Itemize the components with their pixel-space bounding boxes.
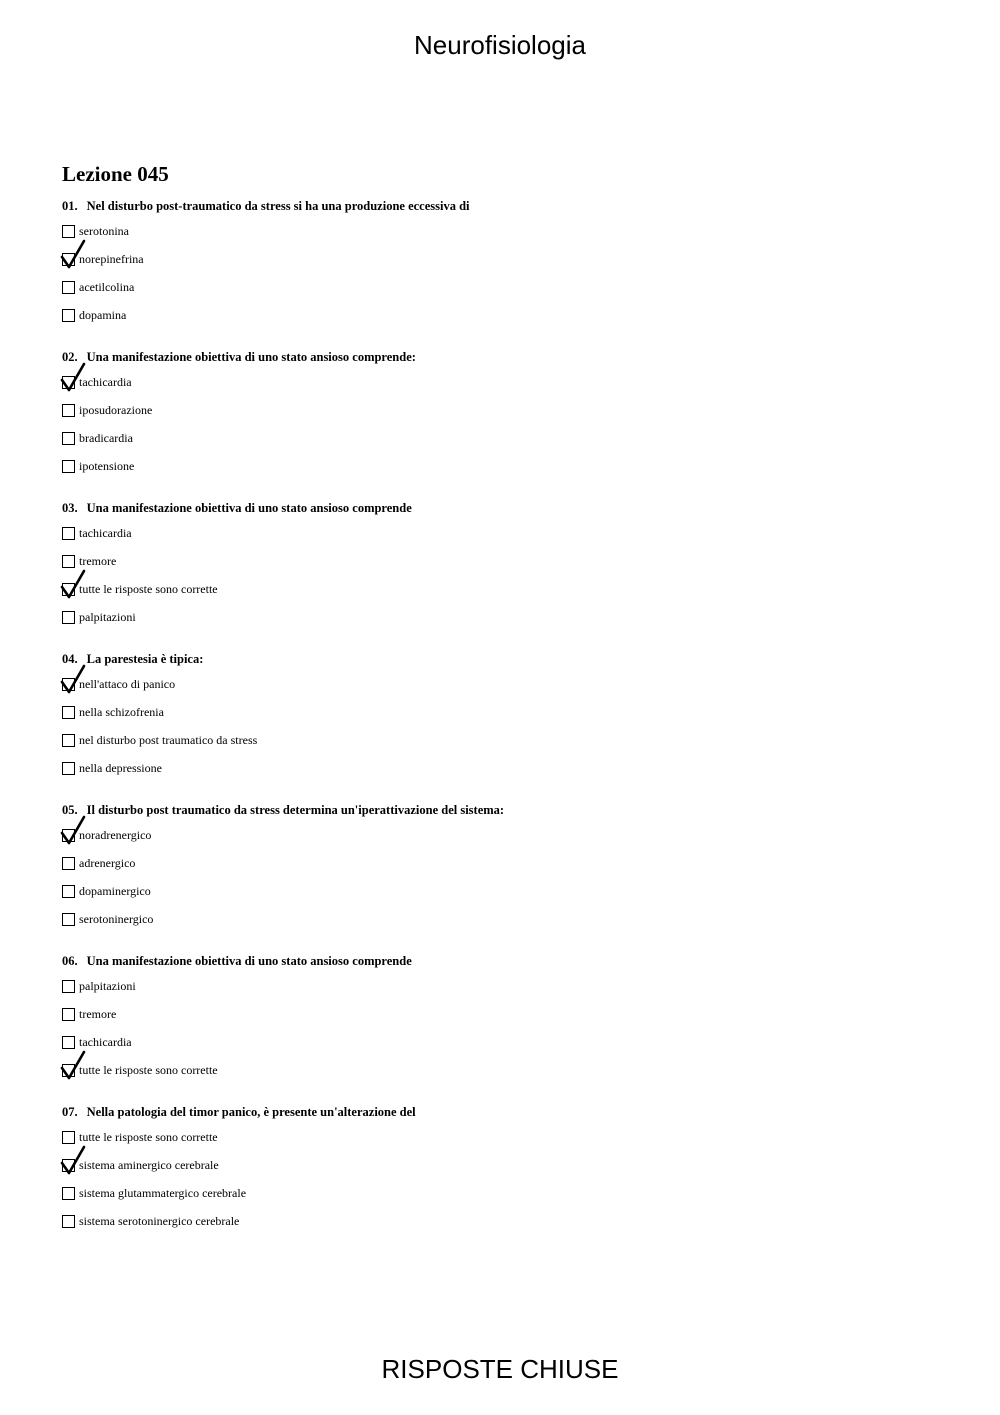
option-list xyxy=(62,972,962,1084)
answer-option[interactable] xyxy=(62,821,962,849)
question-block-2 xyxy=(62,346,962,497)
question-body: La parestesia è tipica: xyxy=(86,652,204,666)
question-text xyxy=(62,346,962,368)
answer-option[interactable] xyxy=(62,301,962,329)
answer-label: tutte le risposte sono corrette xyxy=(79,1063,218,1077)
answer-option[interactable] xyxy=(62,396,962,424)
question-block-7 xyxy=(62,1101,962,1252)
checkmark-icon xyxy=(60,240,86,270)
answer-label: tutte le risposte sono corrette xyxy=(79,582,218,596)
answer-checkbox[interactable] xyxy=(62,1064,75,1077)
answer-checkbox[interactable] xyxy=(62,253,75,266)
answer-checkbox[interactable] xyxy=(62,555,75,568)
answer-checkbox[interactable] xyxy=(62,857,75,870)
answer-option[interactable] xyxy=(62,519,962,547)
answer-option[interactable] xyxy=(62,670,962,698)
answer-checkbox[interactable] xyxy=(62,1187,75,1200)
option-list xyxy=(62,519,962,631)
answer-label: dopaminergico xyxy=(79,884,151,898)
page-footer-title: RISPOSTE CHIUSE xyxy=(381,1354,619,1384)
answer-option[interactable] xyxy=(62,452,962,480)
answer-checkbox[interactable] xyxy=(62,583,75,596)
question-text xyxy=(62,950,962,972)
checkmark-icon xyxy=(60,1051,86,1081)
question-body: Una manifestazione obiettiva di uno stato ansioso comprende xyxy=(86,954,412,968)
answer-label: serotonina xyxy=(79,224,129,238)
question-text xyxy=(62,195,962,217)
answer-option[interactable] xyxy=(62,368,962,396)
answer-checkbox[interactable] xyxy=(62,460,75,473)
answer-checkbox[interactable] xyxy=(62,281,75,294)
question-number: 06. xyxy=(62,954,78,968)
answer-option[interactable] xyxy=(62,1123,962,1151)
answer-option[interactable] xyxy=(62,754,962,782)
answer-option[interactable] xyxy=(62,905,962,933)
answer-option[interactable] xyxy=(62,217,962,245)
answer-label: acetilcolina xyxy=(79,280,135,294)
answer-option[interactable] xyxy=(62,1207,962,1235)
answer-checkbox[interactable] xyxy=(62,706,75,719)
answer-checkbox[interactable] xyxy=(62,1008,75,1021)
answer-label: adrenergico xyxy=(79,856,136,870)
answer-option[interactable] xyxy=(62,849,962,877)
answer-checkbox[interactable] xyxy=(62,885,75,898)
answer-label: noradrenergico xyxy=(79,828,152,842)
answer-label: tutte le risposte sono corrette xyxy=(79,1130,218,1144)
checkmark-icon xyxy=(60,1146,86,1176)
answer-checkbox[interactable] xyxy=(62,527,75,540)
option-list xyxy=(62,217,962,329)
question-text xyxy=(62,648,962,670)
answer-option[interactable] xyxy=(62,726,962,754)
answer-label: sistema aminergico cerebrale xyxy=(79,1158,219,1172)
answer-label: tremore xyxy=(79,1007,117,1021)
answer-option[interactable] xyxy=(62,603,962,631)
checkmark-icon xyxy=(60,363,86,393)
answer-label: sistema glutammatergico cerebrale xyxy=(79,1186,247,1200)
page-header-title: Neurofisiologia xyxy=(414,30,586,60)
question-number: 01. xyxy=(62,199,78,213)
option-list xyxy=(62,670,962,782)
option-list xyxy=(62,821,962,933)
answer-checkbox[interactable] xyxy=(62,1131,75,1144)
question-block-4 xyxy=(62,648,962,799)
answer-checkbox[interactable] xyxy=(62,1036,75,1049)
question-list xyxy=(62,195,962,1252)
answer-option[interactable] xyxy=(62,1179,962,1207)
answer-checkbox[interactable] xyxy=(62,913,75,926)
answer-option[interactable] xyxy=(62,972,962,1000)
answer-option[interactable] xyxy=(62,1151,962,1179)
answer-checkbox[interactable] xyxy=(62,678,75,691)
answer-option[interactable] xyxy=(62,547,962,575)
answer-checkbox[interactable] xyxy=(62,432,75,445)
answer-label: iposudorazione xyxy=(79,403,153,417)
answer-label: nel disturbo post traumatico da stress xyxy=(79,733,258,747)
checkmark-icon xyxy=(60,570,86,600)
answer-option[interactable] xyxy=(62,1028,962,1056)
question-body: Una manifestazione obiettiva di uno stato ansioso comprende: xyxy=(86,350,416,364)
lesson-title: Lezione 045 xyxy=(62,162,169,186)
answer-label: tachicardia xyxy=(79,375,132,389)
answer-label: nella depressione xyxy=(79,761,162,775)
answer-option[interactable] xyxy=(62,575,962,603)
question-number: 03. xyxy=(62,501,78,515)
answer-label: dopamina xyxy=(79,308,127,322)
answer-checkbox[interactable] xyxy=(62,829,75,842)
answer-label: palpitazioni xyxy=(79,979,136,993)
answer-checkbox[interactable] xyxy=(62,1215,75,1228)
answer-checkbox[interactable] xyxy=(62,611,75,624)
answer-option[interactable] xyxy=(62,698,962,726)
answer-checkbox[interactable] xyxy=(62,734,75,747)
answer-option[interactable] xyxy=(62,424,962,452)
checkmark-icon xyxy=(60,665,86,695)
answer-label: ipotensione xyxy=(79,459,135,473)
question-block-3 xyxy=(62,497,962,648)
question-block-5 xyxy=(62,799,962,950)
answer-checkbox[interactable] xyxy=(62,309,75,322)
question-number: 02. xyxy=(62,350,78,364)
answer-checkbox[interactable] xyxy=(62,376,75,389)
answer-option[interactable] xyxy=(62,1056,962,1084)
answer-label: tremore xyxy=(79,554,117,568)
answer-label: bradicardia xyxy=(79,431,133,445)
answer-label: tachicardia xyxy=(79,526,132,540)
question-body: Una manifestazione obiettiva di uno stato ansioso comprende xyxy=(86,501,412,515)
option-list xyxy=(62,368,962,480)
answer-option[interactable] xyxy=(62,1000,962,1028)
answer-option[interactable] xyxy=(62,273,962,301)
question-text xyxy=(62,799,962,821)
question-body: Il disturbo post traumatico da stress determina un'iperattivazione del sistema: xyxy=(86,803,505,817)
checkmark-icon xyxy=(60,816,86,846)
question-body: Nel disturbo post-traumatico da stress si ha una produzione eccessiva di xyxy=(86,199,470,213)
answer-checkbox[interactable] xyxy=(62,762,75,775)
question-text xyxy=(62,1101,962,1123)
answer-label: nella schizofrenia xyxy=(79,705,164,719)
question-block-6 xyxy=(62,950,962,1101)
answer-label: norepinefrina xyxy=(79,252,144,266)
answer-label: palpitazioni xyxy=(79,610,136,624)
question-number: 04. xyxy=(62,652,78,666)
question-block-1 xyxy=(62,195,962,346)
question-number: 07. xyxy=(62,1105,78,1119)
question-body: Nella patologia del timor panico, è presente un'alterazione del xyxy=(86,1105,416,1119)
answer-label: sistema serotoninergico cerebrale xyxy=(79,1214,240,1228)
answer-label: tachicardia xyxy=(79,1035,132,1049)
answer-checkbox[interactable] xyxy=(62,1159,75,1172)
question-text xyxy=(62,497,962,519)
answer-label: serotoninergico xyxy=(79,912,154,926)
answer-checkbox[interactable] xyxy=(62,225,75,238)
answer-option[interactable] xyxy=(62,877,962,905)
question-number: 05. xyxy=(62,803,78,817)
option-list xyxy=(62,1123,962,1235)
answer-label: nell'attaco di panico xyxy=(79,677,176,691)
answer-checkbox[interactable] xyxy=(62,404,75,417)
answer-option[interactable] xyxy=(62,245,962,273)
answer-checkbox[interactable] xyxy=(62,980,75,993)
